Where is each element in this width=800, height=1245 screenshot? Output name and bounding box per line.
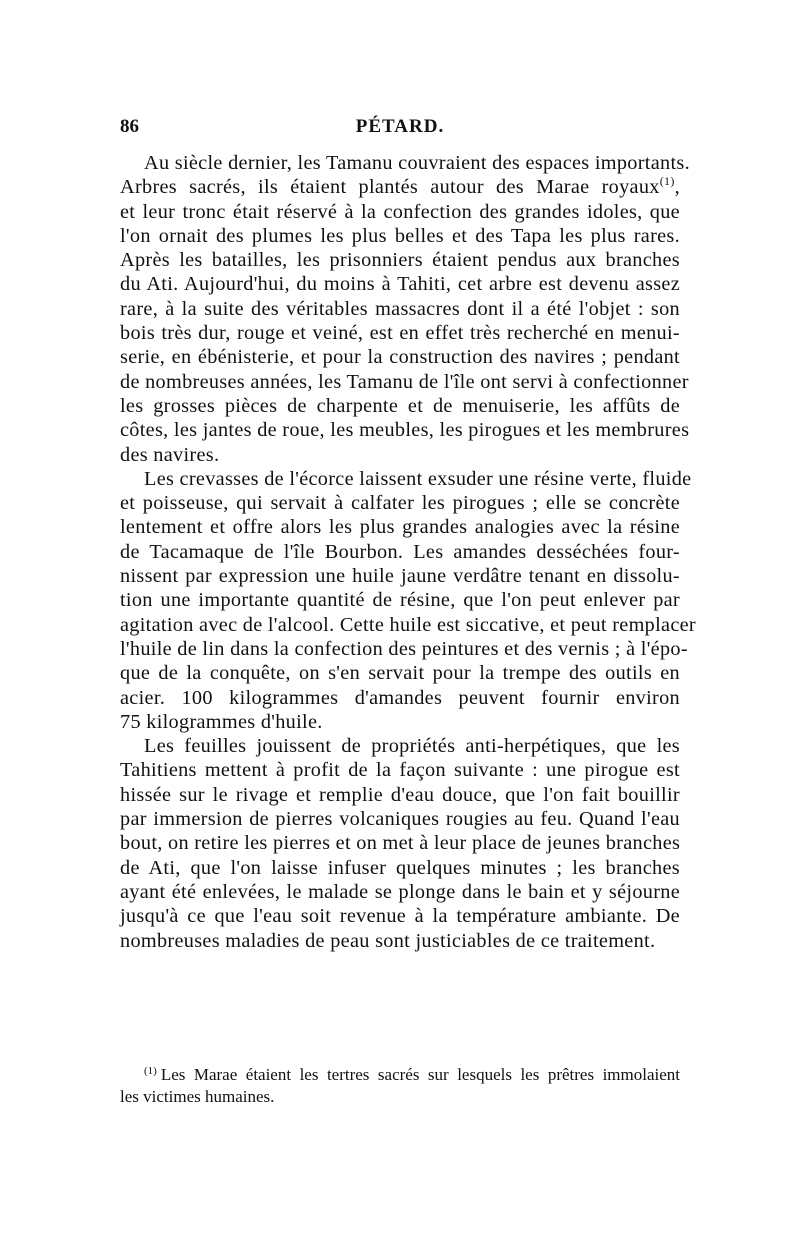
paragraph-3 bbox=[120, 734, 680, 953]
body-text bbox=[120, 151, 696, 953]
footnote-reference: (1) bbox=[659, 174, 675, 189]
text-line: les grosses pièces de charpente et de menuiserie, les affûts de bbox=[120, 394, 680, 417]
punctuation: , bbox=[674, 176, 680, 199]
footnote-line bbox=[120, 1064, 680, 1086]
text-line: et leur tronc était réservé à la confection des grandes idoles, que bbox=[120, 200, 680, 223]
text-line: jusqu'à ce que l'eau soit revenue à la température ambiante. De bbox=[120, 905, 680, 928]
text-line: de nombreuses années, les Tamanu de l'île ont servi à confectionner bbox=[120, 370, 689, 393]
text-line: Tahitiens mettent à profit de la façon suivante : une pirogue est bbox=[120, 759, 680, 782]
footnote-marker: (1) bbox=[144, 1065, 157, 1077]
text-line-segment: Arbres sacrés, ils étaient plantés autour des Marae royaux bbox=[120, 176, 660, 199]
text-line: Les feuilles jouissent de propriétés anti-herpétiques, que les bbox=[144, 735, 680, 758]
running-title: PÉTARD. bbox=[355, 116, 445, 137]
text-line: l'huile de lin dans la confection des peintures et des vernis ; à l'épo- bbox=[120, 637, 688, 660]
text-line: bois très dur, rouge et veiné, est en effet très recherché en menui- bbox=[120, 322, 680, 345]
text-line: de Ati, que l'on laisse infuser quelques minutes ; les branches bbox=[120, 856, 680, 879]
text-line: côtes, les jantes de roue, les meubles, les pirogues et les membrures bbox=[120, 419, 690, 442]
footnote-line: les victimes humaines. bbox=[120, 1087, 275, 1106]
text-line: du Ati. Aujourd'hui, du moins à Tahiti, cet arbre est devenu assez bbox=[120, 273, 680, 296]
text-line: par immersion de pierres volcaniques rougies au feu. Quand l'eau bbox=[120, 808, 680, 831]
text-line: 75 kilogrammes d'huile. bbox=[120, 710, 323, 733]
paragraph-2 bbox=[120, 467, 696, 734]
running-header bbox=[120, 116, 680, 146]
text-line: serie, en ébénisterie, et pour la construction des navires ; pendant bbox=[120, 346, 680, 369]
text-line bbox=[120, 175, 680, 199]
text-line: Les crevasses de l'écorce laissent exsuder une résine verte, fluide bbox=[144, 467, 692, 490]
text-line: bout, on retire les pierres et on met à leur place de jeunes branches bbox=[120, 832, 681, 855]
text-line: acier. 100 kilogrammes d'amandes peuvent fournir environ bbox=[120, 686, 680, 709]
text-line: de Tacamaque de l'île Bourbon. Les amandes desséchées four- bbox=[120, 540, 680, 563]
text-line: agitation avec de l'alcool. Cette huile est siccative, et peut remplacer bbox=[120, 613, 696, 636]
text-line: et poisseuse, qui servait à calfater les pirogues ; elle se concrète bbox=[120, 492, 680, 515]
text-line: nissent par expression une huile jaune verdâtre tenant en dissolu- bbox=[120, 565, 680, 588]
text-line: nombreuses maladies de peau sont justiciables de ce traitement. bbox=[120, 929, 656, 952]
page-number: 86 bbox=[120, 116, 139, 137]
text-line: tion une importante quantité de résine, que l'on peut enlever par bbox=[120, 589, 680, 612]
footnote bbox=[120, 1064, 680, 1108]
text-line: des navires. bbox=[120, 443, 220, 466]
text-line: hissée sur le rivage et remplie d'eau douce, que l'on fait bouillir bbox=[120, 783, 680, 806]
footnote-text: Les Marae étaient les tertres sacrés sur lesquels les prêtres immolaient bbox=[160, 1065, 680, 1084]
text-line: Au siècle dernier, les Tamanu couvraient des espaces importants. bbox=[144, 152, 690, 174]
text-line: que de la conquête, on s'en servait pour la trempe des outils en bbox=[120, 662, 680, 685]
text-line: l'on ornait des plumes les plus belles et des Tapa les plus rares. bbox=[120, 224, 680, 247]
paragraph-1 bbox=[120, 151, 690, 467]
text-line: ayant été enlevées, le malade se plonge dans le bain et y séjourne bbox=[120, 880, 680, 903]
text-line: Après les batailles, les prisonniers étaient pendus aux branches bbox=[120, 249, 680, 272]
text-line: lentement et offre alors les plus grandes analogies avec la résine bbox=[120, 516, 680, 539]
text-line: rare, à la suite des véritables massacres dont il a été l'objet : son bbox=[120, 297, 680, 320]
